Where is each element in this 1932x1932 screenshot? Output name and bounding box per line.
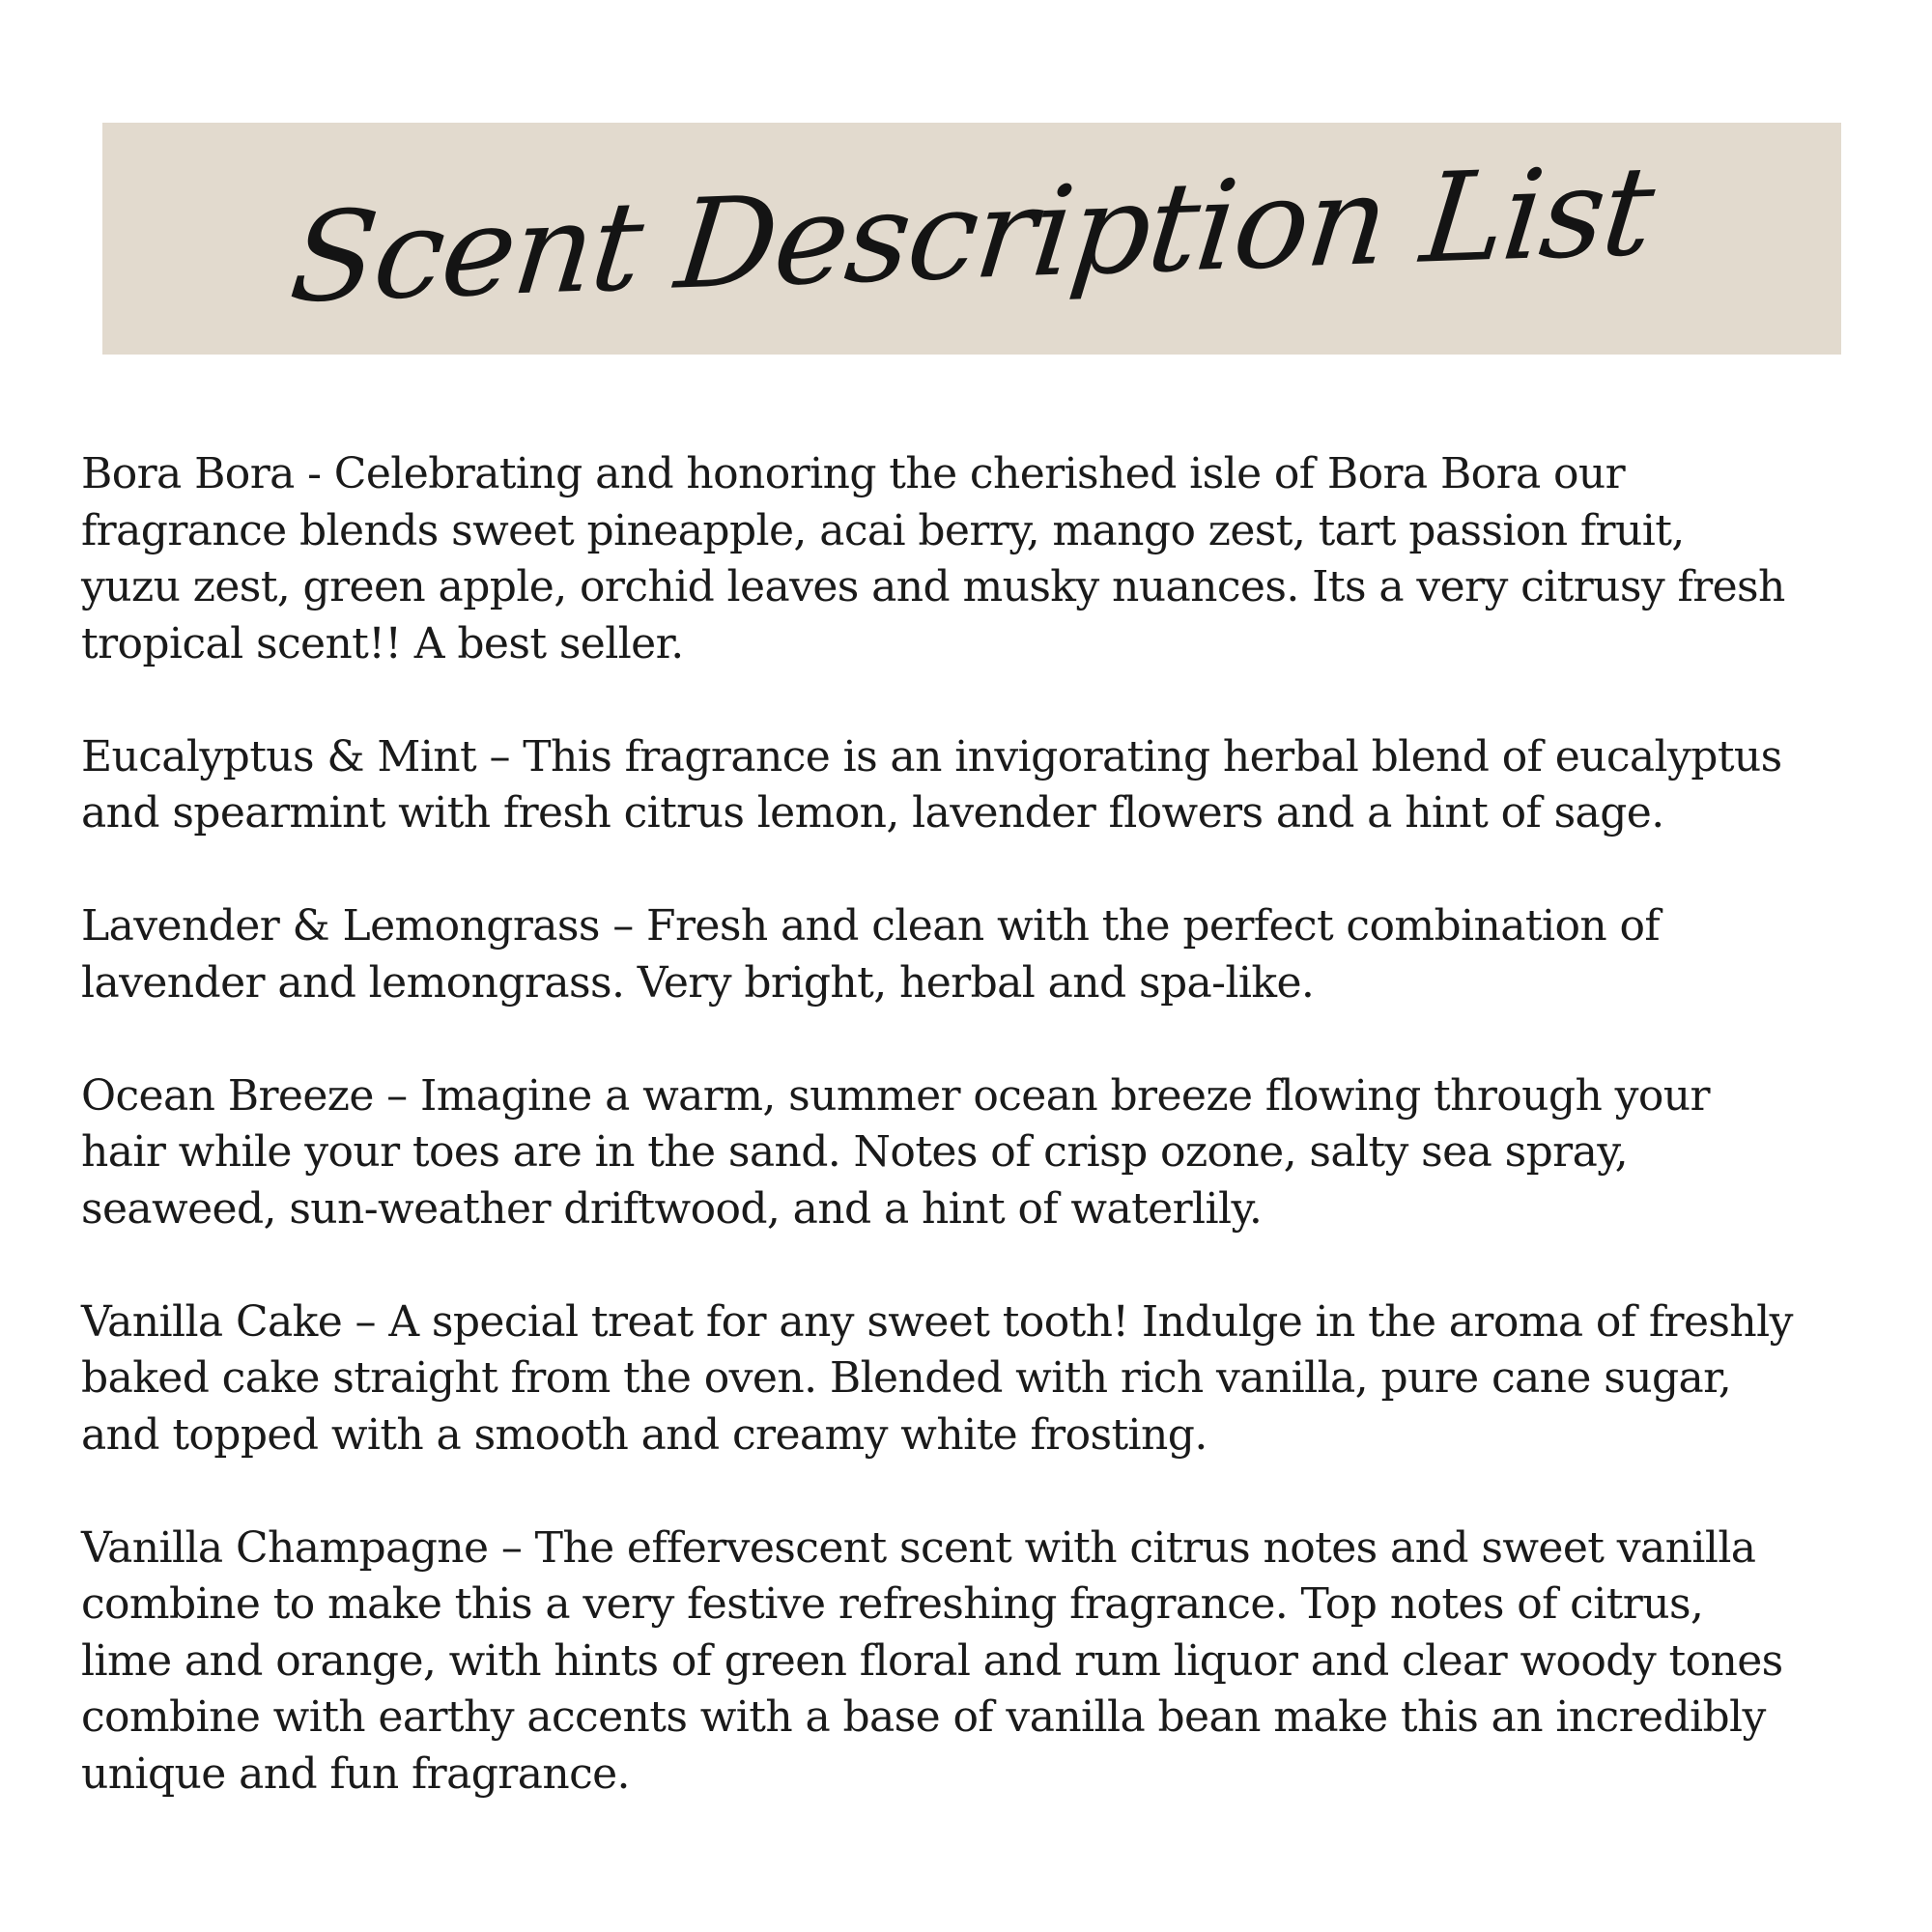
scent-line: Ocean Breeze – Imagine a warm, summer ocean breeze flowing through your (81, 1070, 1710, 1121)
scent-line: tropical scent!! A best seller. (81, 618, 684, 668)
scent-vanilla-cake (81, 1294, 1878, 1464)
scent-line: Eucalyptus & Mint – This fragrance is an invigorating herbal blend of eucalyptus (81, 731, 1782, 781)
scent-line: Vanilla Champagne – The effervescent scent with citrus notes and sweet vanilla (81, 1522, 1756, 1573)
scent-eucalyptus-mint (81, 729, 1878, 842)
scent-vanilla-champagne (81, 1520, 1878, 1804)
scent-line: lavender and lemongrass. Very bright, herbal and spa-like. (81, 957, 1315, 1008)
scent-line: Vanilla Cake – A special treat for any sweet tooth! Indulge in the aroma of freshly (81, 1296, 1793, 1347)
scent-line: Bora Bora - Celebrating and honoring the cherished isle of Bora Bora our (81, 449, 1626, 498)
scent-lavender-lemongrass (81, 898, 1878, 1011)
scent-line: fragrance blends sweet pineapple, acai berry, mango zest, tart passion fruit, (81, 505, 1685, 555)
scent-line: combine with earthy accents with a base of vanilla bean make this an incredibly (81, 1692, 1766, 1742)
scent-list (81, 446, 1878, 1860)
scent-bora-bora (81, 446, 1878, 672)
scent-line: unique and fun fragrance. (81, 1748, 630, 1799)
scent-line: and spearmint with fresh citrus lemon, lavender flowers and a hint of sage. (81, 788, 1664, 838)
scent-line: combine to make this a very festive refreshing fragrance. Top notes of citrus, (81, 1579, 1704, 1629)
scent-line: baked cake straight from the oven. Blended with rich vanilla, pure cane sugar, (81, 1353, 1732, 1403)
title-banner (102, 123, 1841, 355)
scent-line: and topped with a smooth and creamy white frosting. (81, 1409, 1208, 1460)
scent-line: lime and orange, with hints of green floral and rum liquor and clear woody tones (81, 1635, 1783, 1686)
scent-line: hair while your toes are in the sand. Notes of crisp ozone, salty sea spray, (81, 1127, 1629, 1177)
scent-ocean-breeze (81, 1068, 1878, 1238)
scent-line: Lavender & Lemongrass – Fresh and clean with the perfect combination of (81, 901, 1661, 951)
scent-line: seaweed, sun-weather driftwood, and a hint of waterlily. (81, 1183, 1263, 1234)
page-title: Scent Description List (284, 139, 1660, 331)
scent-line: yuzu zest, green apple, orchid leaves and musky nuances. Its a very citrusy fresh (81, 562, 1785, 611)
